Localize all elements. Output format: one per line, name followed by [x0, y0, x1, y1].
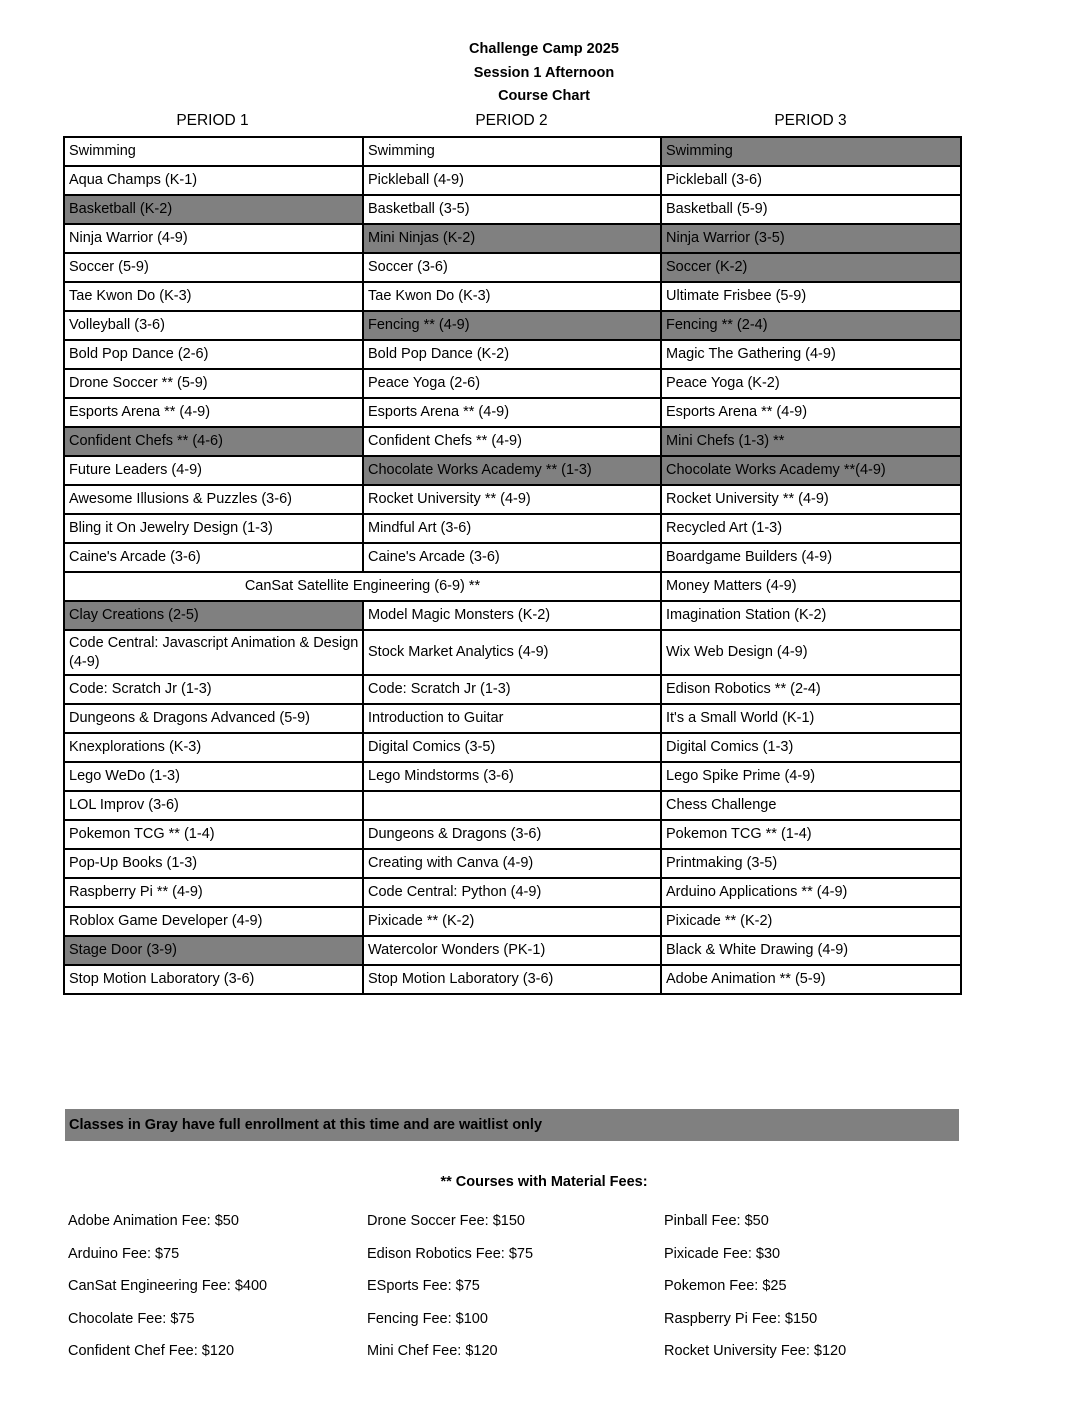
course-row — [64, 791, 961, 820]
course-cell: Bold Pop Dance (K-2) — [363, 340, 661, 369]
course-cell: Wix Web Design (4-9) — [661, 630, 961, 675]
course-cell: CanSat Satellite Engineering (6-9) ** — [64, 572, 661, 601]
course-cell: Aqua Champs (K-1) — [64, 166, 363, 195]
camp-title: Challenge Camp 2025 — [469, 41, 619, 57]
fee-item: CanSat Engineering Fee: $400 — [68, 1278, 268, 1295]
course-row — [64, 936, 961, 965]
course-cell: Knexplorations (K-3) — [64, 733, 363, 762]
course-row — [64, 820, 961, 849]
fee-item: Fencing Fee: $100 — [367, 1310, 488, 1327]
course-cell: Future Leaders (4-9) — [64, 456, 363, 485]
course-cell: Pop-Up Books (1-3) — [64, 849, 363, 878]
course-cell: Stock Market Analytics (4-9) — [363, 630, 661, 675]
course-cell: Mini Chefs (1-3) ** — [661, 427, 961, 456]
fee-item: Mini Chef Fee: $120 — [367, 1343, 498, 1360]
course-cell: Confident Chefs ** (4-9) — [363, 427, 661, 456]
fee-item: ESports Fee: $75 — [367, 1278, 480, 1295]
course-cell: Esports Arena ** (4-9) — [661, 398, 961, 427]
course-cell: Volleyball (3-6) — [64, 311, 363, 340]
course-cell: Chess Challenge — [661, 791, 961, 820]
material-fees-list — [68, 1205, 965, 1368]
course-cell: Black & White Drawing (4-9) — [661, 936, 961, 965]
waitlist-notice-text: Classes in Gray have full enrollment at this time and are waitlist only — [69, 1117, 543, 1133]
course-cell: Recycled Art (1-3) — [661, 514, 961, 543]
course-row — [64, 572, 961, 601]
fee-item: Adobe Animation Fee: $50 — [68, 1213, 239, 1230]
fee-row — [68, 1270, 965, 1303]
course-row — [64, 311, 961, 340]
course-row — [64, 733, 961, 762]
course-cell: Dungeons & Dragons Advanced (5-9) — [64, 704, 363, 733]
fee-item: Chocolate Fee: $75 — [68, 1310, 195, 1327]
course-cell: Roblox Game Developer (4-9) — [64, 907, 363, 936]
course-cell: Caine's Arcade (3-6) — [64, 543, 363, 572]
fee-item: Pokemon Fee: $25 — [664, 1278, 787, 1295]
course-cell: Peace Yoga (K-2) — [661, 369, 961, 398]
course-chart-body — [64, 137, 961, 994]
course-cell: Ultimate Frisbee (5-9) — [661, 282, 961, 311]
course-cell: Introduction to Guitar — [363, 704, 661, 733]
course-cell: Stage Door (3-9) — [64, 936, 363, 965]
fee-row — [68, 1335, 965, 1368]
course-cell: Soccer (K-2) — [661, 253, 961, 282]
course-cell: Dungeons & Dragons (3-6) — [363, 820, 661, 849]
course-cell: Peace Yoga (2-6) — [363, 369, 661, 398]
fee-item: Pixicade Fee: $30 — [664, 1245, 781, 1262]
course-cell: Soccer (3-6) — [363, 253, 661, 282]
chart-title: Course Chart — [498, 88, 590, 104]
course-cell: Pixicade ** (K-2) — [363, 907, 661, 936]
course-cell: Code: Scratch Jr (1-3) — [64, 675, 363, 704]
course-row — [64, 369, 961, 398]
course-cell: Basketball (3-5) — [363, 195, 661, 224]
course-cell: Esports Arena ** (4-9) — [64, 398, 363, 427]
course-row — [64, 514, 961, 543]
course-cell: Confident Chefs ** (4-6) — [64, 427, 363, 456]
fee-item: Drone Soccer Fee: $150 — [367, 1213, 525, 1230]
material-fees-title: ** Courses with Material Fees: — [440, 1174, 648, 1190]
course-cell: Stop Motion Laboratory (3-6) — [64, 965, 363, 994]
course-row — [64, 878, 961, 907]
waitlist-notice — [65, 1109, 959, 1141]
course-row — [64, 907, 961, 936]
course-cell: Digital Comics (1-3) — [661, 733, 961, 762]
course-row — [64, 427, 961, 456]
course-cell: Lego Spike Prime (4-9) — [661, 762, 961, 791]
course-cell: Awesome Illusions & Puzzles (3-6) — [64, 485, 363, 514]
course-row — [64, 253, 961, 282]
course-cell: Swimming — [661, 137, 961, 166]
course-cell: Soccer (5-9) — [64, 253, 363, 282]
course-cell: Pickleball (3-6) — [661, 166, 961, 195]
course-row — [64, 849, 961, 878]
course-cell: Swimming — [363, 137, 661, 166]
course-cell: Pickleball (4-9) — [363, 166, 661, 195]
fee-item: Edison Robotics Fee: $75 — [367, 1245, 534, 1262]
course-cell: Mindful Art (3-6) — [363, 514, 661, 543]
course-cell: Digital Comics (3-5) — [363, 733, 661, 762]
course-row — [64, 282, 961, 311]
course-cell: Basketball (K-2) — [64, 195, 363, 224]
course-row — [64, 456, 961, 485]
course-cell: Magic The Gathering (4-9) — [661, 340, 961, 369]
course-cell: Fencing ** (4-9) — [363, 311, 661, 340]
course-row — [64, 601, 961, 630]
course-cell: Lego Mindstorms (3-6) — [363, 762, 661, 791]
fee-item: Pinball Fee: $50 — [664, 1213, 769, 1230]
course-cell: LOL Improv (3-6) — [64, 791, 363, 820]
course-cell: Arduino Applications ** (4-9) — [661, 878, 961, 907]
course-cell: Ninja Warrior (4-9) — [64, 224, 363, 253]
course-row — [64, 965, 961, 994]
period-2-header: PERIOD 2 — [475, 112, 548, 129]
fee-row — [68, 1205, 965, 1238]
course-cell: Basketball (5-9) — [661, 195, 961, 224]
course-cell: Esports Arena ** (4-9) — [363, 398, 661, 427]
course-cell: Money Matters (4-9) — [661, 572, 961, 601]
course-cell: Boardgame Builders (4-9) — [661, 543, 961, 572]
course-cell: Adobe Animation ** (5-9) — [661, 965, 961, 994]
course-row — [64, 224, 961, 253]
course-cell: Tae Kwon Do (K-3) — [363, 282, 661, 311]
course-row — [64, 630, 961, 675]
course-cell: Caine's Arcade (3-6) — [363, 543, 661, 572]
course-row — [64, 398, 961, 427]
course-row — [64, 762, 961, 791]
course-row — [64, 166, 961, 195]
course-row — [64, 137, 961, 166]
course-cell: Code: Scratch Jr (1-3) — [363, 675, 661, 704]
course-cell: Model Magic Monsters (K-2) — [363, 601, 661, 630]
course-cell: Bold Pop Dance (2-6) — [64, 340, 363, 369]
course-row — [64, 485, 961, 514]
course-cell: Rocket University ** (4-9) — [363, 485, 661, 514]
course-cell: Pokemon TCG ** (1-4) — [661, 820, 961, 849]
document-title-block — [0, 38, 1088, 109]
course-cell: Mini Ninjas (K-2) — [363, 224, 661, 253]
fee-row — [68, 1303, 965, 1336]
period-headers — [63, 112, 960, 134]
course-cell: Ninja Warrior (3-5) — [661, 224, 961, 253]
course-cell: Creating with Canva (4-9) — [363, 849, 661, 878]
course-cell: Imagination Station (K-2) — [661, 601, 961, 630]
course-cell: Chocolate Works Academy **(4-9) — [661, 456, 961, 485]
course-chart-table — [63, 136, 962, 995]
course-cell: Clay Creations (2-5) — [64, 601, 363, 630]
course-cell: Code Central: Python (4-9) — [363, 878, 661, 907]
course-row — [64, 195, 961, 224]
course-row — [64, 675, 961, 704]
course-cell: Pixicade ** (K-2) — [661, 907, 961, 936]
course-cell — [363, 791, 661, 820]
fee-item: Arduino Fee: $75 — [68, 1245, 180, 1262]
course-cell: Pokemon TCG ** (1-4) — [64, 820, 363, 849]
course-cell: It's a Small World (K-1) — [661, 704, 961, 733]
fee-row — [68, 1238, 965, 1271]
course-cell: Edison Robotics ** (2-4) — [661, 675, 961, 704]
course-cell: Printmaking (3-5) — [661, 849, 961, 878]
course-row — [64, 543, 961, 572]
period-3-header: PERIOD 3 — [774, 112, 847, 129]
course-cell: Stop Motion Laboratory (3-6) — [363, 965, 661, 994]
course-row — [64, 704, 961, 733]
course-row — [64, 340, 961, 369]
course-cell: Tae Kwon Do (K-3) — [64, 282, 363, 311]
course-cell: Watercolor Wonders (PK-1) — [363, 936, 661, 965]
fee-item: Raspberry Pi Fee: $150 — [664, 1310, 818, 1327]
course-cell: Swimming — [64, 137, 363, 166]
course-cell: Chocolate Works Academy ** (1-3) — [363, 456, 661, 485]
fee-item: Rocket University Fee: $120 — [664, 1343, 847, 1360]
period-1-header: PERIOD 1 — [176, 112, 249, 129]
course-cell: Code Central: Javascript Animation & Design (4-9) — [64, 630, 363, 675]
course-cell: Raspberry Pi ** (4-9) — [64, 878, 363, 907]
course-cell: Bling it On Jewelry Design (1-3) — [64, 514, 363, 543]
course-cell: Rocket University ** (4-9) — [661, 485, 961, 514]
course-cell: Drone Soccer ** (5-9) — [64, 369, 363, 398]
fee-item: Confident Chef Fee: $120 — [68, 1343, 235, 1360]
course-cell: Lego WeDo (1-3) — [64, 762, 363, 791]
course-cell: Fencing ** (2-4) — [661, 311, 961, 340]
session-title: Session 1 Afternoon — [473, 64, 615, 81]
